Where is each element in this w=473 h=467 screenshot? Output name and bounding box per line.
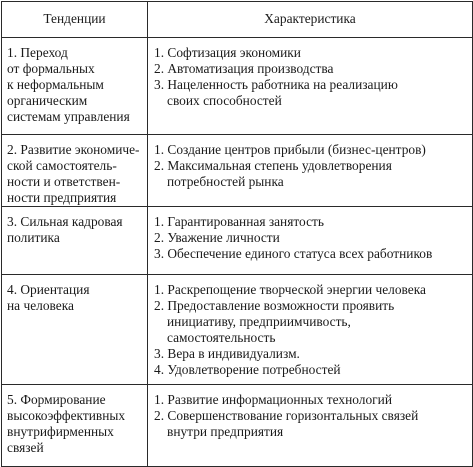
trend-cell (2, 385, 148, 467)
table-row (2, 275, 473, 385)
trend-text-line: политика (7, 230, 60, 245)
trend-text-line: связей (7, 440, 44, 455)
characteristic-text: 1. Раскрепощение творческой энергии человека (154, 282, 426, 297)
trend-cell (2, 38, 148, 135)
trend-text-line: 1. Переход (7, 45, 68, 60)
trend-cell (2, 207, 148, 275)
trend-text-line: внутрифирменных (7, 424, 114, 439)
characteristic-text: 2. Уважение личности (154, 230, 280, 245)
trend-text-line: ности и ответствен- (7, 174, 121, 189)
characteristic-text: 3. Вера в индивидуализм. (154, 346, 300, 361)
characteristic-item (154, 408, 468, 440)
characteristic-cell (148, 207, 473, 275)
characteristic-text: 2. Совершенствование горизонтальных связей (154, 408, 419, 423)
characteristic-item (154, 362, 468, 378)
characteristic-item (154, 61, 468, 77)
trend-text-line: 2. Развитие экономиче- (7, 142, 140, 157)
characteristic-item (154, 142, 468, 158)
trend-text-line: к неформальным (7, 77, 104, 92)
table-row (2, 135, 473, 207)
header-cell-trends (2, 2, 148, 38)
trend-text-line: системам управления (7, 109, 130, 124)
trend-text-line: от формальных (7, 61, 95, 76)
characteristic-cell (148, 38, 473, 135)
trend-text-line: ской самостоятель- (7, 158, 117, 173)
characteristic-cell (148, 385, 473, 467)
characteristic-item (154, 392, 468, 408)
trend-text-line: на человека (7, 298, 74, 313)
characteristic-item (154, 246, 468, 262)
table-body (2, 38, 473, 467)
trend-text-line: 3. Сильная кадровая (7, 214, 123, 229)
characteristic-text: 4. Удовлетворение потребностей (154, 362, 341, 377)
characteristic-item (154, 298, 468, 346)
characteristic-text-continuation: своих способностей (167, 93, 282, 108)
trend-text-line: высокоэффективных (7, 408, 126, 423)
trend-text-line: органическим (7, 93, 88, 108)
trend-text-line: ности предприятия (7, 190, 117, 205)
characteristic-item (154, 77, 468, 109)
trend-cell (2, 135, 148, 207)
characteristic-item (154, 158, 468, 190)
characteristic-text: 1. Развитие информационных технологий (154, 392, 392, 407)
characteristic-cell (148, 275, 473, 385)
characteristic-item (154, 282, 468, 298)
characteristic-text: 3. Нацеленность работника на реализацию (154, 77, 398, 92)
trend-text-line: 5. Формирование (7, 392, 106, 407)
characteristic-text: 2. Автоматизация производства (154, 61, 334, 76)
characteristic-text: 1. Гарантированная занятость (154, 214, 324, 229)
table-row (2, 38, 473, 135)
header-label-trends: Тенденции (43, 11, 106, 26)
header-cell-characteristics (148, 2, 473, 38)
characteristic-text-continuation: инициативу, предприимчивость, (167, 314, 351, 329)
header-label-characteristics: Характеристика (264, 11, 356, 26)
characteristic-text: 3. Обеспечение единого статуса всех работников (154, 246, 433, 261)
trend-cell (2, 275, 148, 385)
characteristic-item (154, 346, 468, 362)
characteristic-item (154, 45, 468, 61)
characteristic-item (154, 230, 468, 246)
trends-table (1, 1, 473, 467)
table-row (2, 385, 473, 467)
characteristic-text: 1. Софтизация экономики (154, 45, 301, 60)
characteristic-cell (148, 135, 473, 207)
table-row (2, 207, 473, 275)
characteristic-text-continuation: внутри предприятия (167, 424, 284, 439)
characteristic-text-continuation: потребностей рынка (167, 174, 284, 189)
characteristic-item (154, 214, 468, 230)
characteristic-text: 2. Максимальная степень удовлетворения (154, 158, 392, 173)
characteristic-text: 1. Создание центров прибыли (бизнес-центров) (154, 142, 426, 157)
table-header-row (2, 2, 473, 38)
characteristic-text-continuation: самостоятельность (167, 330, 276, 345)
characteristic-text: 2. Предоставление возможности проявить (154, 298, 395, 313)
trend-text-line: 4. Ориентация (7, 282, 90, 297)
